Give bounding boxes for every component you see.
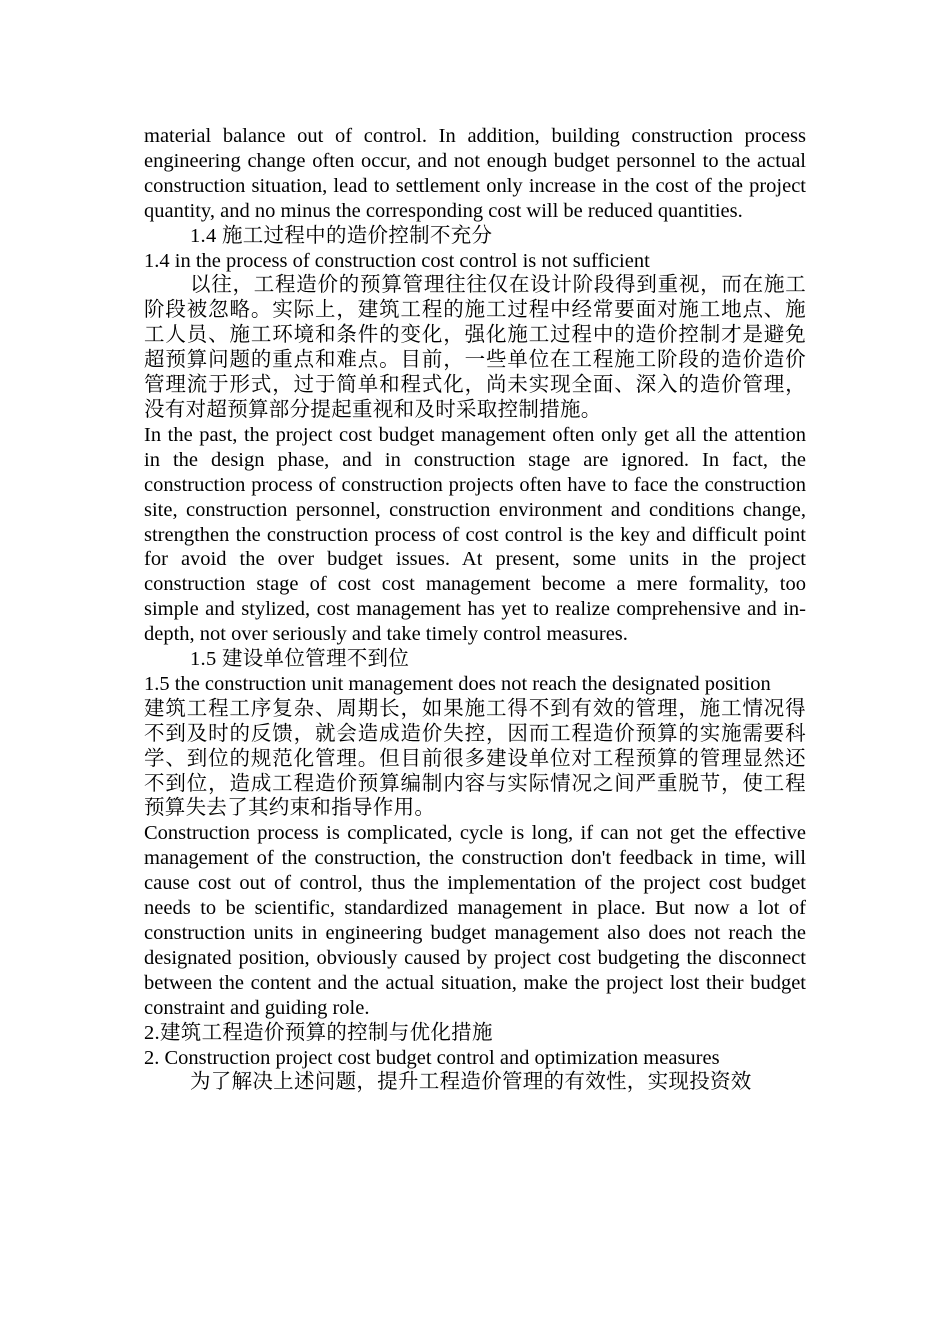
heading-2-english: 2. Construction project cost budget control and optimization measures [144, 1046, 720, 1069]
heading-1-4-chinese: 1.4 施工过程中的造价控制不充分 [190, 224, 493, 247]
heading-1-5-chinese: 1.5 建设单位管理不到位 [190, 648, 410, 671]
paragraph-1-5-chinese: 建筑工程工序复杂、周期长，如果施工得不到有效的管理，施工情况得不到及时的反馈，就会造成造价失控，因而工程造价预算的实施需要科学、到位的规范化管理。但目前很多建设单位对工程预算的管理显然还不到位，造成工程造价预算编制内容与实际情况之间严重脱节，使工程预算失去了其约束和指导作用。 [144, 697, 806, 820]
heading-1-4-english: 1.4 in the process of construction cost control is not sufficient [144, 249, 650, 272]
document-page [144, 124, 806, 1095]
paragraph-1-4-chinese: 以往，工程造价的预算管理往往仅在设计阶段得到重视，而在施工阶段被忽略。实际上，建筑工程的施工过程中经常要面对施工地点、施工人员、施工环境和条件的变化，强化施工过程中的造价控制才是避免超预算问题的重点和难点。目前，一些单位在工程施工阶段的造价造价管理流于形式，过于简单和程式化，尚未实现全面、深入的造价管理，没有对超预算部分提起重视和及时采取控制措施。 [144, 274, 806, 421]
paragraph-2-chinese: 为了解决上述问题，提升工程造价管理的有效性，实现投资效 [190, 1071, 752, 1094]
heading-1-5-english: 1.5 the construction unit management does not reach the designated position [144, 672, 771, 695]
paragraph-1-4-english: In the past, the project cost budget management often only get all the attention in the design phase, and in construction stage are ignored. In fact, the construction process of construction projects often have to face the construction site, construction personnel, construction environment and conditions change, strengthen the construction process of cost control is the key and difficult point for avoid the over budget issues. At present, some units in the project construction stage of cost cost management become a mere formality, too simple and stylized, cost management has yet to realize comprehensive and in-depth, not over seriously and take timely control measures. [144, 423, 806, 646]
heading-2-chinese: 2.建筑工程造价预算的控制与优化措施 [144, 1021, 493, 1044]
paragraph-1-5-english: Construction process is complicated, cycle is long, if can not get the effective management of the construction, the construction don't feedback in time, will cause cost out of control, thus the implementation of the project cost budget needs to be scientific, standardized management in place. But now a lot of construction units in engineering budget management also does not reach the designated position, obviously caused by project cost budgeting the disconnect between the content and the actual situation, make the project lost their budget constraint and guiding role. [144, 822, 806, 1019]
paragraph-material-balance: material balance out of control. In addition, building construction process engineering change often occur, and not enough budget personnel to the actual construction situation, lead to settlement only increase in the cost of the project quantity, and no minus the corresponding cost will be reduced quantities. [144, 125, 806, 222]
